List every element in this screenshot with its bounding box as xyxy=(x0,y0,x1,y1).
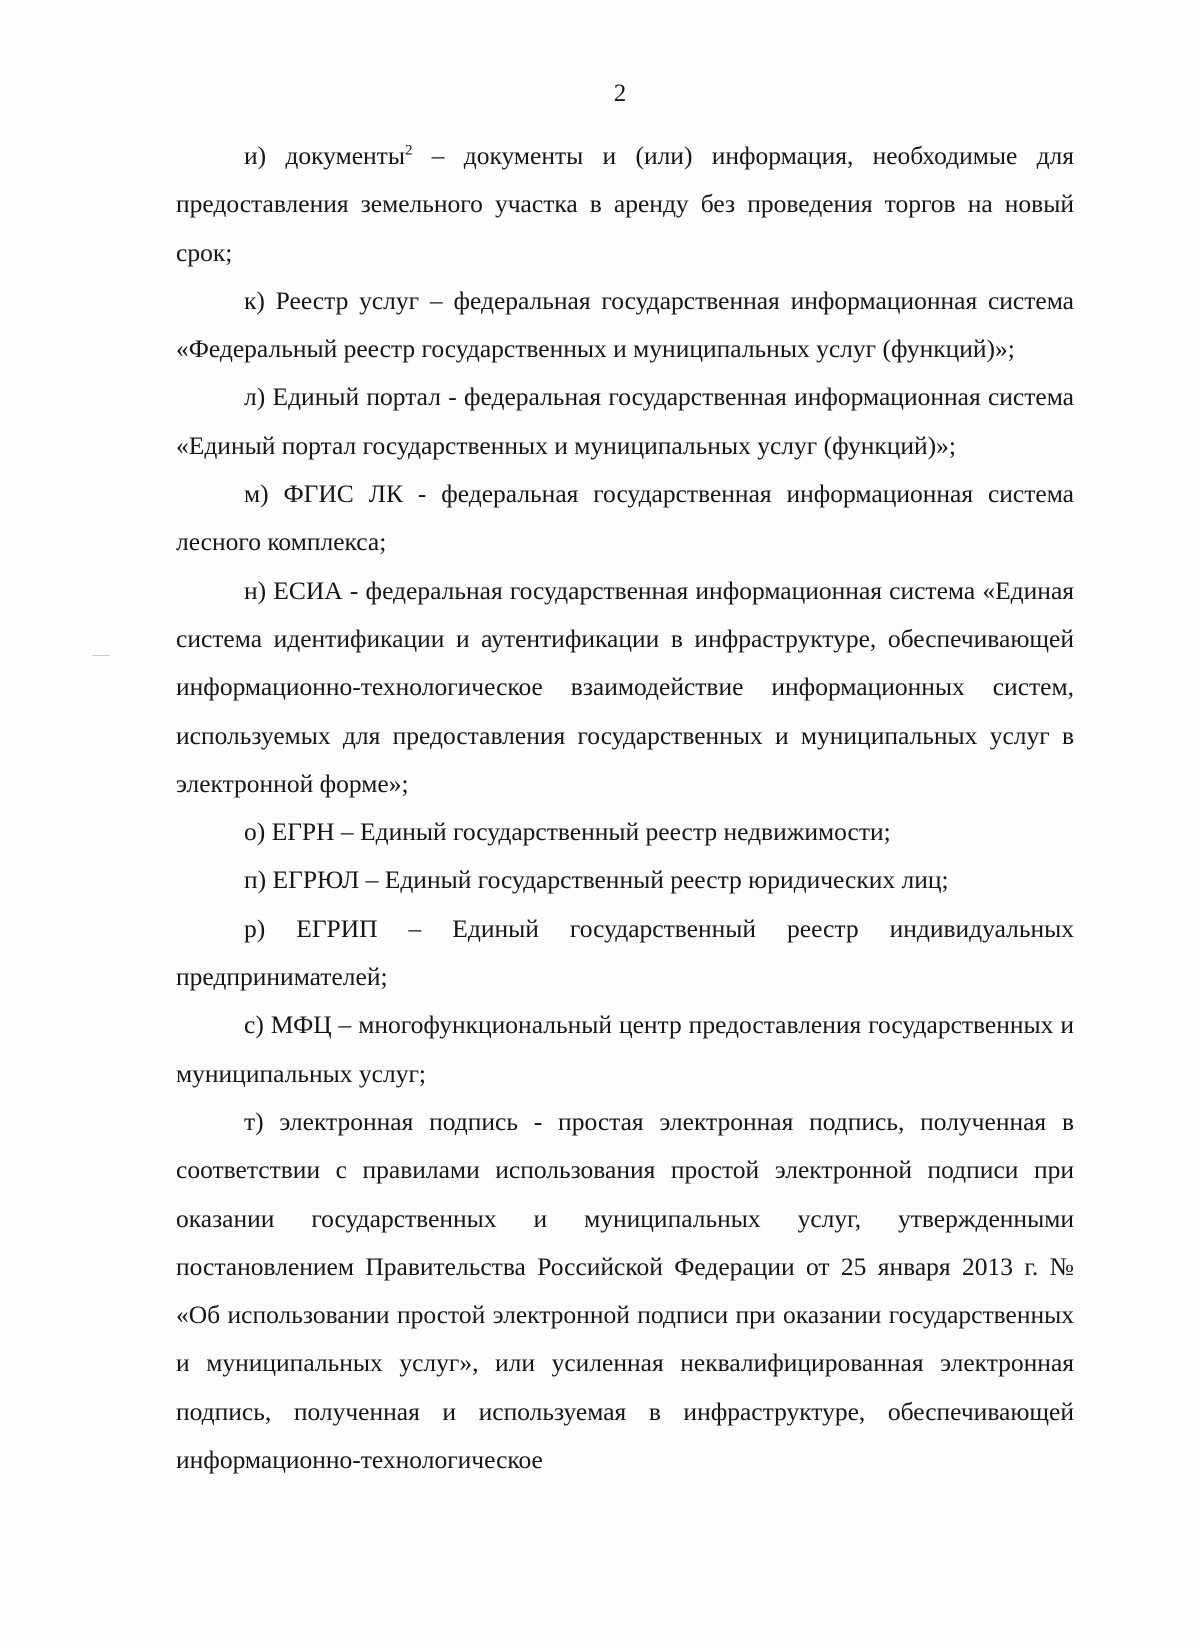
paragraph-p: п) ЕГРЮЛ – Единый государственный реестр юридических лиц; xyxy=(244,865,949,895)
paragraph-m: м) ФГИС ЛК - федеральная государственная информационная система лесного комплекса; xyxy=(176,479,1074,557)
footnote-marker: 2 xyxy=(404,142,413,159)
document-body xyxy=(176,132,1074,1484)
paragraph-l: л) Единый портал - федеральная государственная информационная система «Единый портал государственных и муниципальных услуг (функций)»; xyxy=(176,382,1074,460)
page-number: 2 xyxy=(613,80,627,107)
paragraph-s: с) МФЦ – многофункциональный центр предоставления государственных и муниципальных услуг; xyxy=(176,1010,1074,1088)
paragraph-text: и) документы xyxy=(244,141,405,170)
paragraph-i xyxy=(176,132,1074,277)
paragraph-k: к) Реестр услуг – федеральная государственная информационная система «Федеральный реестр государственных и муниципальных услуг (функций)»; xyxy=(176,285,1074,364)
paragraph-o: о) ЕГРН – Единый государственный реестр недвижимости; xyxy=(244,817,891,847)
scan-margin-mark xyxy=(92,655,110,656)
paragraph-r: р) ЕГРИП – Единый государственный реестр индивидуальных предпринимателей; xyxy=(176,913,1074,992)
paragraph-t: т) электронная подпись - простая электронная подпись, полученная в соответствии с правилами использования простой электронной подписи при оказании государственных и муниципальных услуг, утвержденными постановлением Правительства Российской Федерации от 25 января 2013 г. № «Об использовании простой электронной подписи при оказании государственных и муниципальных услуг», или усиленная неквалифицированная электронная подпись, полученная и используемая в инфраструктуре, обеспечивающей информационно-технологическое xyxy=(176,1106,1074,1475)
paragraph-n: н) ЕСИА - федеральная государственная информационная система «Единая система идентификации и аутентификации в инфраструктуре, обеспечивающей информационно-технологическое взаимодействие информационных систем, используемых для предоставления государственных и муниципальных услуг в электронной форме»; xyxy=(176,575,1074,798)
paragraph-text: – документы и (или) информация, необходимые для предоставления земельного участка в аренду без проведения торгов на новый срок; xyxy=(176,141,1074,267)
